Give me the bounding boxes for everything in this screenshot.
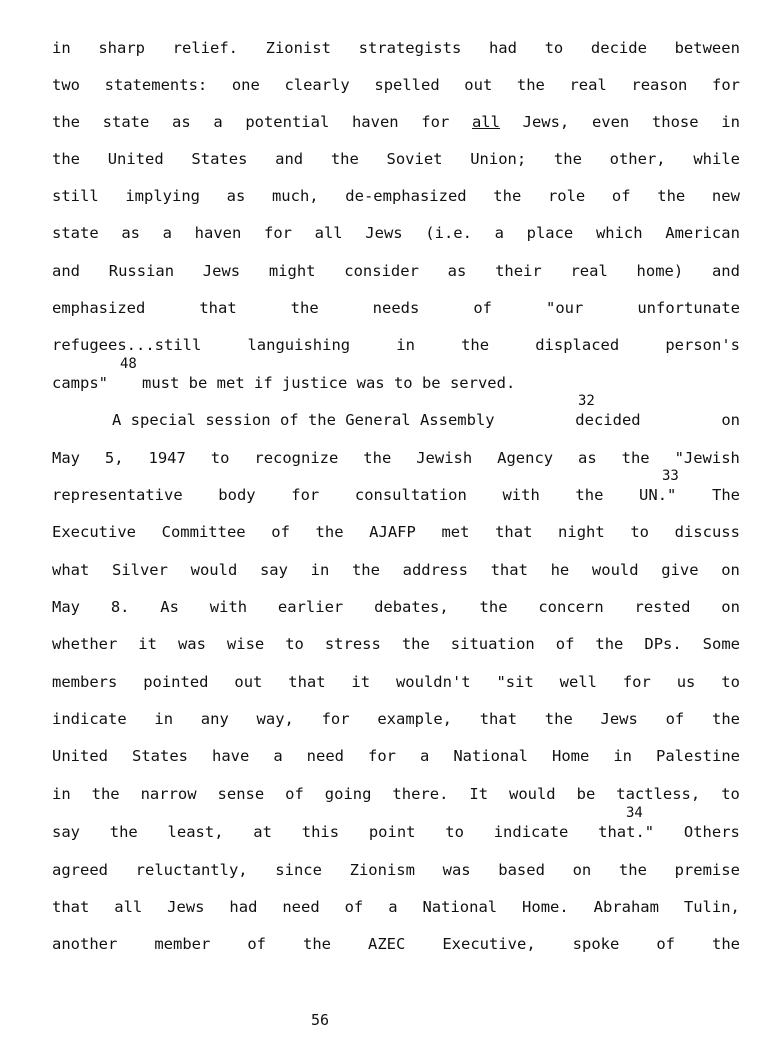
footnote-number: 48 (120, 356, 137, 372)
text-line: May 8. As with earlier debates, the concern rested on (52, 598, 740, 616)
text-line: the state as a potential haven for all Jews, even those in (52, 113, 740, 131)
text-line: still implying as much, de-emphasized the role of the new (52, 187, 740, 205)
text-line: another member of the AZEC Executive, spoke of the (52, 935, 740, 953)
text-line: that all Jews had need of a National Home. Abraham Tulin, (52, 898, 740, 916)
footnote-number: 33 (662, 468, 679, 484)
text-line: indicate in any way, for example, that the Jews of the (52, 710, 740, 728)
text-line: A special session of the General Assembly decided on (112, 411, 740, 429)
text-line: state as a haven for all Jews (i.e. a place which American (52, 224, 740, 242)
text-line: whether it was wise to stress the situation of the DPs. Some (52, 635, 740, 653)
text-line: camps" must be met if justice was to be served. (52, 374, 516, 392)
text-line: members pointed out that it wouldn't "sit well for us to (52, 673, 740, 691)
text-line: two statements: one clearly spelled out the real reason for (52, 76, 740, 94)
text-line: say the least, at this point to indicate that." Others (52, 823, 740, 841)
text-line: representative body for consultation with the UN." The (52, 486, 740, 504)
underlined-word: all (471, 113, 500, 131)
footnote-number: 34 (626, 805, 643, 821)
text-line: and Russian Jews might consider as their real home) and (52, 262, 740, 280)
page-number: 56 (310, 1011, 330, 1029)
footnote-number: 32 (578, 393, 595, 409)
text-line: what Silver would say in the address that he would give on (52, 561, 740, 579)
text-line: in the narrow sense of going there. It would be tactless, to (52, 785, 740, 803)
text-line: emphasized that the needs of "our unfortunate (52, 299, 740, 317)
text-line: May 5, 1947 to recognize the Jewish Agency as the "Jewish (52, 449, 740, 467)
text-line: refugees...still languishing in the displaced person's (52, 336, 740, 354)
text-line: the United States and the Soviet Union; the other, while (52, 150, 740, 168)
text-line: United States have a need for a National Home in Palestine (52, 747, 740, 765)
text-line: in sharp relief. Zionist strategists had to decide between (52, 39, 740, 57)
text-line: agreed reluctantly, since Zionism was based on the premise (52, 861, 740, 879)
text-line: Executive Committee of the AJAFP met that night to discuss (52, 523, 740, 541)
